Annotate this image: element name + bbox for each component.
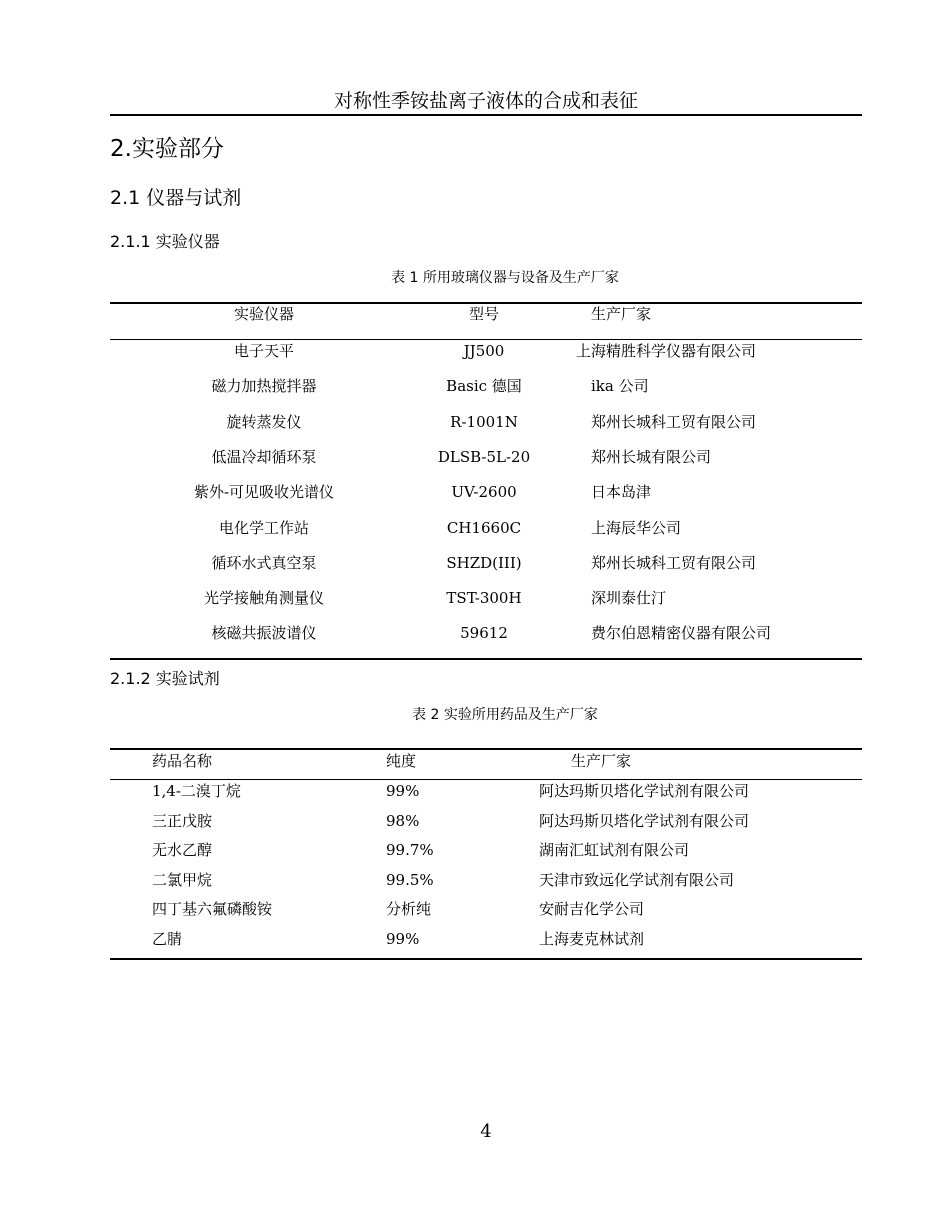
reagent-name: 乙腈: [152, 930, 183, 948]
instrument-manufacturer: 深圳泰仕汀: [591, 589, 667, 607]
instrument-model: SHZD(III): [446, 554, 522, 572]
reagent-purity: 98%: [386, 812, 420, 830]
table1-header-rule: [110, 339, 862, 340]
reagent-manufacturer: 天津市致远化学试剂有限公司: [539, 871, 735, 889]
instrument-manufacturer: 上海辰华公司: [591, 519, 682, 537]
section-title: 2.实验部分: [110, 136, 224, 162]
instrument-name: 旋转蒸发仪: [226, 413, 302, 431]
reagent-name: 四丁基六氟磷酸铵: [152, 900, 273, 918]
reagent-name: 二氯甲烷: [152, 871, 213, 889]
reagent-manufacturer: 阿达玛斯贝塔化学试剂有限公司: [539, 812, 750, 830]
instrument-manufacturer: 费尔伯恩精密仪器有限公司: [591, 624, 772, 642]
reagents-heading: 2.1.2 实验试剂: [110, 669, 220, 688]
reagent-purity: 分析纯: [386, 900, 432, 918]
instrument-name: 磁力加热搅拌器: [211, 377, 317, 395]
table1-bottom-rule: [110, 658, 862, 660]
instrument-name: 循环水式真空泵: [211, 554, 317, 572]
reagent-manufacturer: 湖南汇虹试剂有限公司: [539, 841, 690, 859]
instrument-model: 59612: [460, 624, 508, 642]
instrument-model: R-1001N: [450, 413, 518, 431]
instrument-name: 电子天平: [233, 342, 295, 360]
instrument-manufacturer: 郑州长城有限公司: [591, 448, 712, 466]
reagent-name: 三正戊胺: [152, 812, 213, 830]
instrument-manufacturer: 郑州长城科工贸有限公司: [591, 554, 757, 572]
page-number: 4: [480, 1121, 492, 1142]
instrument-manufacturer: 日本岛津: [591, 483, 652, 501]
table1-header-model: 型号: [468, 305, 500, 323]
running-header: 对称性季铵盐离子液体的合成和表征: [333, 90, 638, 112]
reagent-name: 1,4-二溴丁烷: [152, 782, 241, 800]
table2-bottom-rule: [110, 958, 862, 960]
instrument-model: JJ500: [463, 342, 505, 360]
subsection-title: 2.1 仪器与试剂: [110, 187, 242, 209]
table1-caption: 表 1 所用玻璃仪器与设备及生产厂家: [391, 270, 619, 286]
instrument-name: 核磁共振波谱仪: [211, 624, 317, 642]
table2-caption: 表 2 实验所用药品及生产厂家: [412, 707, 598, 723]
instrument-name: 低温冷却循环泵: [211, 448, 317, 466]
reagent-purity: 99%: [386, 930, 420, 948]
table2-top-rule: [110, 748, 862, 750]
reagent-purity: 99.7%: [386, 841, 434, 859]
instrument-manufacturer: ika 公司: [591, 377, 649, 395]
reagent-manufacturer: 阿达玛斯贝塔化学试剂有限公司: [539, 782, 750, 800]
table2-header-purity: 纯度: [386, 752, 417, 770]
instrument-manufacturer: 上海精胜科学仪器有限公司: [576, 342, 757, 360]
reagent-purity: 99.5%: [386, 871, 434, 889]
instruments-heading: 2.1.1 实验仪器: [110, 232, 220, 251]
table2-header-rule: [110, 779, 862, 780]
reagent-manufacturer: 上海麦克林试剂: [539, 930, 645, 948]
table2-header-manufacturer: 生产厂家: [571, 752, 632, 770]
instrument-name: 紫外-可见吸收光谱仪: [193, 483, 335, 501]
instrument-model: CH1660C: [446, 519, 522, 537]
instrument-model: Basic 德国: [446, 377, 522, 395]
instrument-model: UV-2600: [451, 483, 517, 501]
reagent-purity: 99%: [386, 782, 420, 800]
reagent-name: 无水乙醇: [152, 841, 213, 859]
instrument-name: 光学接触角测量仪: [203, 589, 325, 607]
table1-header-manufacturer: 生产厂家: [591, 305, 652, 323]
instrument-model: DLSB-5L-20: [437, 448, 531, 466]
reagent-manufacturer: 安耐吉化学公司: [539, 900, 645, 918]
instrument-model: TST-300H: [446, 589, 522, 607]
table2-header-reagent: 药品名称: [152, 752, 213, 770]
instrument-manufacturer: 郑州长城科工贸有限公司: [591, 413, 757, 431]
table1-header-instrument: 实验仪器: [233, 305, 295, 323]
header-rule: [110, 114, 862, 116]
instrument-name: 电化学工作站: [218, 519, 310, 537]
